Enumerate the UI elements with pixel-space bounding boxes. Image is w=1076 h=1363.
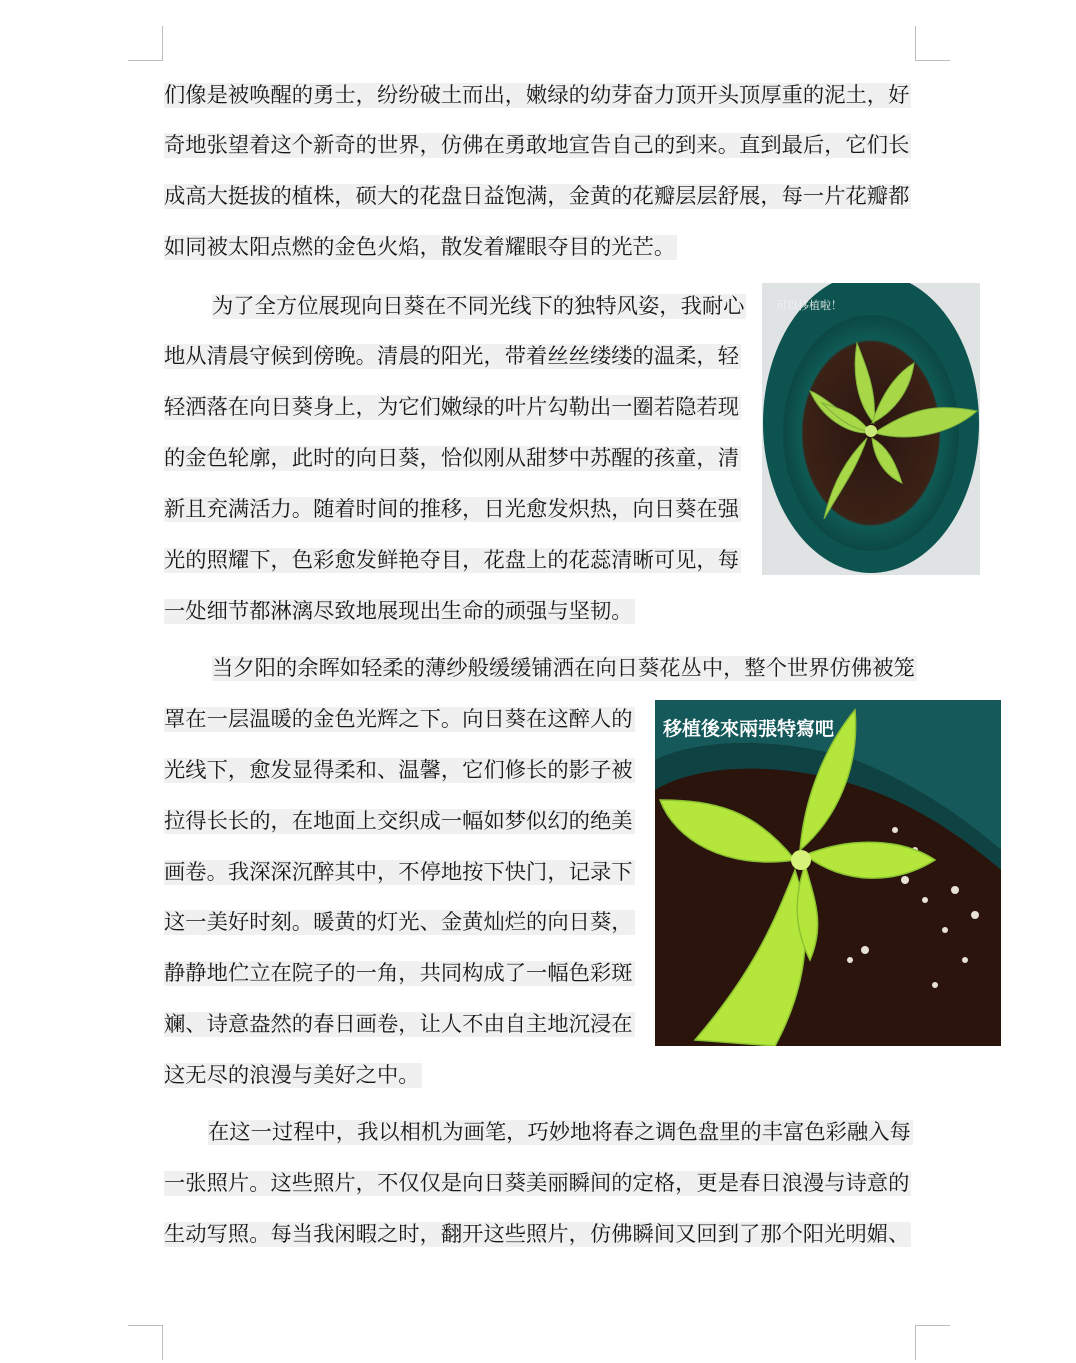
text-span: 如同被太阳点燃的金色火焰，散发着耀眼夺目的光芒。: [164, 235, 676, 260]
text-span: 的金色轮廓，此时的向日葵，恰似刚从甜梦中苏醒的孩童，清: [164, 446, 740, 471]
seedling-image-1: [762, 283, 980, 575]
text-line: [164, 1165, 911, 1203]
text-line: [164, 593, 635, 631]
text-line: [164, 178, 911, 216]
text-span: 成高大挺拔的植株，硕大的花盘日益饱满，金黄的花瓣层层舒展，每一片花瓣都: [164, 184, 910, 209]
text-line: [164, 955, 635, 993]
text-span: 罩在一层温暖的金色光辉之下。向日葵在这醉人的: [164, 707, 633, 732]
page-corner-bottom-left: [128, 1325, 163, 1360]
text-span: 静静地伫立在院子的一角，共同构成了一幅色彩斑: [164, 961, 633, 986]
text-line: [164, 389, 741, 427]
seedling-image-2: [655, 700, 1001, 1046]
seedling-photo-2: [655, 700, 1001, 1046]
text-line: [164, 542, 741, 580]
text-span: 当夕阳的余晖如轻柔的薄纱般缓缓铺洒在向日葵花丛中，整个世界仿佛被笼: [212, 656, 915, 681]
text-span: 们像是被唤醒的勇士，纷纷破土而出，嫩绿的幼芽奋力顶开头顶厚重的泥土，好: [164, 83, 910, 108]
text-span: 为了全方位展现向日葵在不同光线下的独特风姿，我耐心: [212, 294, 745, 319]
text-line: [164, 701, 635, 739]
text-span: 这无尽的浪漫与美好之中。: [164, 1063, 420, 1088]
text-span: 画卷。我深深沉醉其中，不停地按下快门，记录下: [164, 860, 633, 885]
text-line: [164, 77, 911, 115]
text-line: [164, 491, 741, 529]
text-span: 斓、诗意盎然的春日画卷，让人不由自主地沉浸在: [164, 1012, 633, 1037]
page-corner-top-right: [915, 26, 950, 61]
text-line: [164, 440, 741, 478]
text-line: [164, 338, 741, 376]
text-line: [164, 803, 635, 841]
text-line: [164, 904, 635, 942]
photo-caption-1: 可以移植啦！: [776, 299, 842, 312]
text-line: [164, 1216, 911, 1254]
text-line: [164, 229, 677, 267]
text-span: 光线下，愈发显得柔和、温馨，它们修长的影子被: [164, 758, 633, 783]
text-span: 这一美好时刻。暖黄的灯光、金黄灿烂的向日葵，: [164, 910, 633, 935]
page-corner-bottom-right: [915, 1325, 950, 1360]
text-span: 地从清晨守候到傍晚。清晨的阳光，带着丝丝缕缕的温柔，轻: [164, 344, 740, 369]
text-line: [208, 1114, 913, 1152]
text-span: 拉得长长的，在地面上交织成一幅如梦似幻的绝美: [164, 809, 633, 834]
text-span: 一处细节都淋漓尽致地展现出生命的顽强与坚韧。: [164, 599, 633, 624]
text-span: 轻洒落在向日葵身上，为它们嫩绿的叶片勾勒出一圈若隐若现: [164, 395, 740, 420]
text-line: [164, 127, 911, 165]
page-corner-top-left: [128, 26, 163, 61]
text-line: [164, 854, 635, 892]
text-line: [212, 650, 917, 688]
text-span: 新且充满活力。随着时间的推移，日光愈发炽热，向日葵在强: [164, 497, 740, 522]
seedling-photo-1: [762, 283, 980, 575]
text-line: [164, 1006, 635, 1044]
text-span: 一张照片。这些照片，不仅仅是向日葵美丽瞬间的定格，更是春日浪漫与诗意的: [164, 1171, 910, 1196]
text-span: 奇地张望着这个新奇的世界，仿佛在勇敢地宣告自己的到来。直到最后，它们长: [164, 133, 910, 158]
text-line: [212, 288, 746, 326]
photo-caption-2: 移植後來兩張特寫吧: [663, 718, 835, 740]
text-line: [164, 752, 635, 790]
text-span: 生动写照。每当我闲暇之时，翻开这些照片，仿佛瞬间又回到了那个阳光明媚、: [164, 1222, 910, 1247]
text-span: 光的照耀下，色彩愈发鲜艳夺目，花盘上的花蕊清晰可见，每: [164, 548, 740, 573]
text-span: 在这一过程中，我以相机为画笔，巧妙地将春之调色盘里的丰富色彩融入每: [208, 1120, 911, 1145]
text-line: [164, 1057, 422, 1095]
